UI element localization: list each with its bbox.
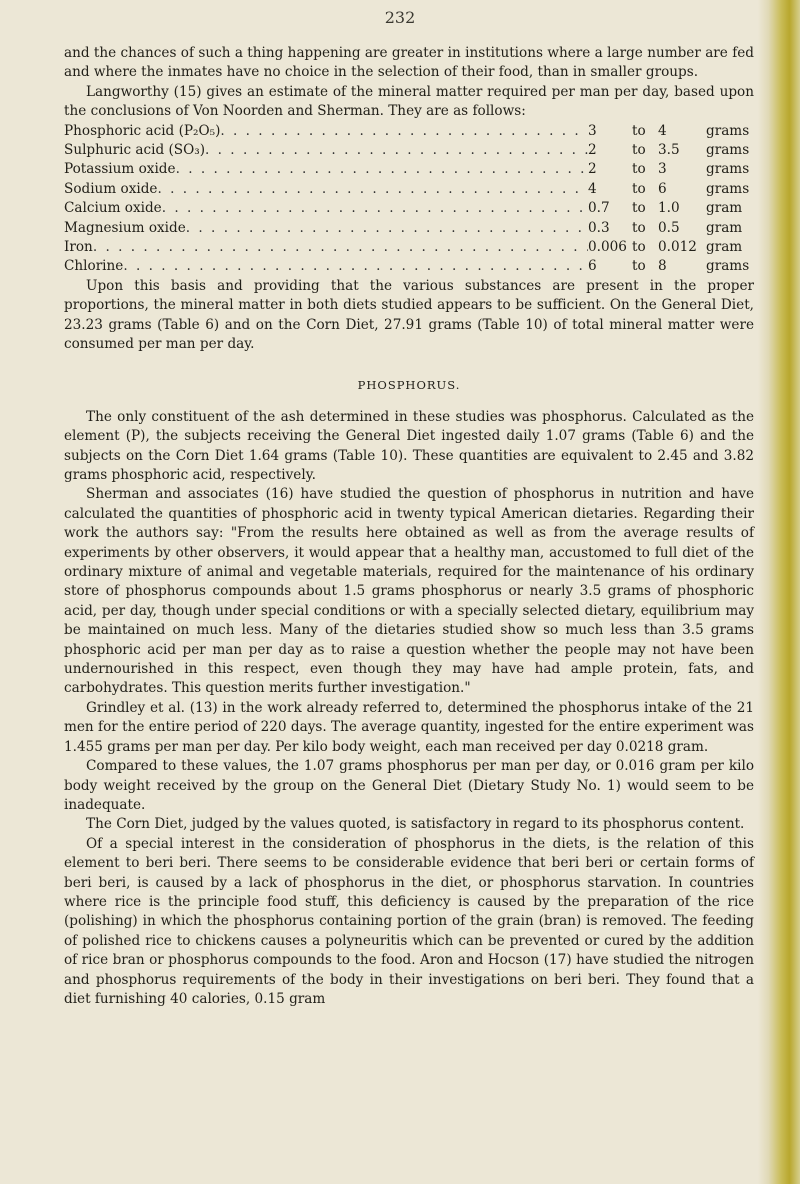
mineral-low: 0.3: [588, 219, 610, 236]
table-row: [64, 199, 754, 218]
mineral-high: 8: [658, 258, 667, 275]
mineral-unit: grams: [706, 161, 750, 178]
section-heading: PHOSPHORUS.: [357, 378, 461, 393]
table-row: [64, 160, 754, 179]
mineral-to: to: [632, 161, 646, 178]
paragraph: Sherman and associates (16) have studied the question of phosphorus in nutrition and have calculated the quantities of phosphoric acid in twenty typical American dietaries. Regarding their work the authors say: "From the results here obtained as well as from the average results of experiments by other observers, it would appear that a healthy man, accustomed to full diet of the ordinary mixture of animal and vegetable materials, required for the maintenance of his ordinary store of phosphorus compounds about 1.5 grams phosphorus or nearly 3.5 grams of phosphoric acid, per day, though under special conditions or with a specially selected dietary, equilibrium may be maintained on much less. Many of the dietaries studied show so much less than 3.5 grams phosphoric acid per man per day as to raise a question whether the people may not have been undernourished in this respect, even though they may have had ample protein, fats, and carbohydrates. This question merits further investigation.": [64, 486, 754, 697]
mineral-name: Sodium oxide: [64, 180, 158, 197]
mineral-low: 3: [588, 122, 597, 139]
table-row: [64, 219, 754, 238]
mineral-name: Sulphuric acid (SO₃): [64, 142, 206, 159]
mineral-name: Calcium oxide: [64, 200, 162, 217]
mineral-unit: grams: [706, 122, 750, 139]
mineral-high: 3.5: [658, 142, 680, 159]
mineral-to: to: [632, 258, 646, 275]
mineral-name: Magnesium oxide: [64, 219, 186, 236]
mineral-low: 0.7: [588, 200, 610, 217]
mineral-low: 4: [588, 180, 597, 197]
intro-paragraph-1: and the chances of such a thing happening are greater in institutions where a large number are fed and where the inmates have no choice in the selection of their food, than in smaller groups.: [64, 45, 754, 81]
mineral-name: Chlorine: [64, 258, 124, 275]
mineral-name: Phosphoric acid (P₂O₅): [64, 122, 221, 139]
mineral-high: 0.5: [658, 219, 680, 236]
table-row: [64, 122, 754, 141]
mineral-high: 0.012: [658, 238, 697, 255]
mineral-unit: gram: [706, 200, 743, 217]
mineral-table: [64, 122, 754, 277]
mineral-unit: grams: [706, 258, 750, 275]
mineral-high: 1.0: [658, 200, 680, 217]
mineral-to: to: [632, 122, 646, 139]
page-number: 232: [384, 8, 416, 27]
mineral-unit: grams: [706, 180, 750, 197]
intro-paragraph-2: Langworthy (15) gives an estimate of the mineral matter required per man per day, based upon the conclusions of Von Noorden and Sherman. They are as follows:: [64, 83, 754, 120]
body-text: [64, 44, 754, 1009]
mineral-low: 2: [588, 161, 597, 178]
mineral-unit: grams: [706, 142, 750, 159]
paragraph: Grindley et al. (13) in the work already referred to, determined the phosphorus intake of the 21 men for the entire period of 220 days. The average quantity, ingested for the entire experiment was 1.455 grams per man per day. Per kilo body weight, each man received per day 0.0218 gram.: [64, 699, 754, 755]
paragraph: The Corn Diet, judged by the values quoted, is satisfactory in regard to its phosphorus content.: [86, 816, 745, 833]
mineral-name: Iron: [64, 238, 93, 255]
table-row: [64, 257, 754, 276]
table-row: [64, 238, 754, 257]
paragraph: Compared to these values, the 1.07 grams phosphorus per man per day, or 0.016 gram per kilo body weight received by the group on the General Diet (Dietary Study No. 1) would seem to be inadequate.: [64, 758, 754, 813]
mineral-unit: gram: [706, 238, 743, 255]
mineral-to: to: [632, 200, 646, 217]
mineral-name: Potassium oxide: [64, 161, 176, 178]
mineral-to: to: [632, 238, 646, 255]
mineral-high: 3: [658, 161, 667, 178]
mineral-low: 6: [588, 258, 597, 275]
mineral-low: 0.006: [588, 238, 627, 255]
mineral-high: 4: [658, 122, 667, 139]
after-table-paragraph: Upon this basis and providing that the various substances are present in the proper proportions, the mineral matter in both diets studied appears to be sufficient. On the General Diet, 23.23 grams (Table 6) and on the Corn Diet, 27.91 grams (Table 10) of total mineral matter were consumed per man per day.: [64, 277, 754, 352]
mineral-to: to: [632, 180, 646, 197]
paragraph: The only constituent of the ash determined in these studies was phosphorus. Calculated as the element (P), the subjects receiving the General Diet ingested daily 1.07 grams (Table 6) and the subjects on the Corn Diet 1.64 grams (Table 10). These quantities are equivalent to 2.45 and 3.82 grams phosphoric acid, respectively.: [64, 408, 754, 483]
page-edge: [758, 0, 800, 1184]
mineral-unit: gram: [706, 219, 743, 236]
mineral-low: 2: [588, 142, 597, 159]
mineral-to: to: [632, 219, 646, 236]
paragraph: Of a special interest in the consideration of phosphorus in the diets, is the relation of this element to beri beri. There seems to be considerable evidence that beri beri or certain forms of beri beri, is caused by a lack of phosphorus in the diet, or phosphorus starvation. In countries where rice is the principle food stuff, this deficiency is caused by the preparation of the rice (polishing) in which the phosphorus containing portion of the grain (bran) is removed. The feeding of polished rice to chickens causes a polyneuritis which can be prevented or cured by the addition of rice bran or phosphorus compounds to the food. Aron and Hocson (17) have studied the nitrogen and phosphorus requirements of the body in their investigations on beri beri. They found that a diet furnishing 40 calories, 0.15 gram: [64, 835, 754, 1007]
table-row: [64, 180, 754, 199]
mineral-to: to: [632, 142, 646, 159]
table-row: [64, 141, 754, 160]
mineral-high: 6: [658, 180, 667, 197]
